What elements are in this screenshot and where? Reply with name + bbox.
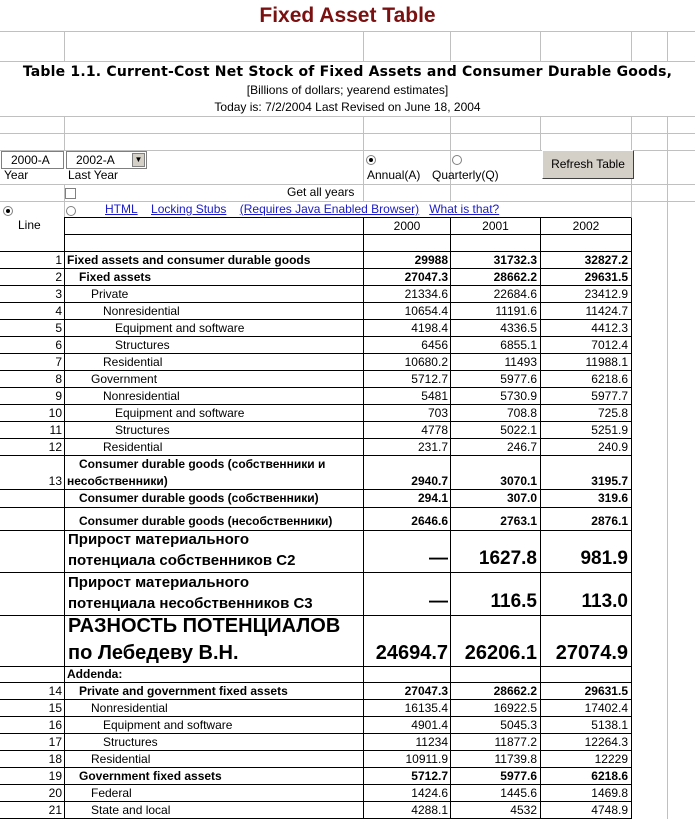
row-label: Nonresidential — [103, 389, 180, 403]
value-cell: 7012.4 — [591, 338, 628, 352]
year-header: 2001 — [482, 219, 509, 233]
line-number: 10 — [48, 406, 62, 420]
value-cell: 2763.1 — [500, 514, 537, 528]
row-label: Equipment and software — [103, 718, 233, 732]
line-number: 13 — [48, 474, 62, 488]
format-links — [105, 202, 499, 216]
line-number: 9 — [55, 389, 62, 403]
line-number: 15 — [48, 701, 62, 715]
locking-stubs-link[interactable]: Locking Stubs — [151, 202, 227, 216]
value-cell: 708.8 — [506, 406, 537, 420]
value-cell: 6218.6 — [591, 769, 628, 783]
row-label: Nonresidential — [91, 701, 168, 715]
row-label: Residential — [103, 355, 163, 369]
row-label: Structures — [103, 735, 158, 749]
value-cell: 29988 — [414, 253, 448, 267]
java-note-link[interactable]: (Requires Java Enabled Browser) — [239, 202, 420, 216]
row-label: Прирост материального — [68, 531, 249, 548]
value-cell: 1469.8 — [591, 786, 628, 800]
value-cell: 4778 — [421, 423, 448, 437]
last-year-select[interactable] — [66, 151, 147, 169]
row-label: несобственники) — [67, 474, 168, 488]
year-header: 2002 — [572, 219, 600, 233]
value-cell: 11191.6 — [495, 304, 537, 318]
get-all-years-label: Get all years — [287, 185, 355, 199]
value-cell: 10911.9 — [405, 752, 448, 766]
value-cell: 4198.4 — [411, 321, 448, 335]
table-title: Table 1.1. Current-Cost Net Stock of Fixed Assets and Consumer Durable Goods, — [22, 64, 673, 80]
value-cell: 6855.1 — [500, 338, 537, 352]
row-label: Nonresidential — [103, 304, 180, 318]
row-label: потенциала собственников С2 — [68, 552, 296, 569]
value-cell: 5022.1 — [500, 423, 537, 437]
first-year-label: Year — [4, 168, 29, 182]
value-cell: 307.0 — [506, 491, 537, 505]
value-cell: 27047.3 — [404, 270, 448, 284]
value-cell: 4748.9 — [591, 803, 628, 817]
row-label: потенциала несобственников С3 — [68, 595, 313, 612]
value-cell: 6456 — [421, 338, 448, 352]
row-label: Consumer durable goods (собственники и — [79, 457, 326, 471]
value-cell: 319.6 — [597, 491, 628, 505]
chevron-down-icon[interactable]: ▼ — [132, 153, 145, 167]
row-label: РАЗНОСТЬ ПОТЕНЦИАЛОВ — [68, 615, 341, 637]
units-note: [Billions of dollars; yearend estimates] — [246, 83, 449, 97]
annual-radio[interactable] — [366, 155, 376, 165]
value-cell: 5712.7 — [411, 372, 448, 386]
line-number: 2 — [55, 270, 62, 284]
row-label: Federal — [91, 786, 132, 800]
line-number: 12 — [48, 440, 62, 454]
value-cell: 29631.5 — [584, 270, 628, 284]
line-number: 19 — [48, 769, 62, 783]
value-cell: 5730.9 — [500, 389, 537, 403]
row-label: Fixed assets and consumer durable goods — [67, 253, 311, 267]
value-cell: 4412.3 — [591, 321, 628, 335]
value-cell: 12229 — [594, 752, 628, 766]
locking-stubs-radio[interactable] — [66, 206, 76, 216]
addenda-label: Addenda: — [67, 667, 123, 681]
value-cell: 5977.7 — [591, 389, 628, 403]
value-cell: 4336.5 — [500, 321, 537, 335]
last-year-label: Last Year — [68, 168, 119, 182]
value-cell: 11877.2 — [494, 735, 537, 749]
first-year-select[interactable] — [1, 151, 64, 169]
value-cell: 231.7 — [417, 440, 448, 454]
dates-line: Today is: 7/2/2004 Last Revised on June 18, 2004 — [214, 100, 481, 114]
row-label: Residential — [91, 752, 151, 766]
value-cell: 5481 — [421, 389, 448, 403]
value-cell: 703 — [427, 406, 448, 420]
annual-label: Annual(A) — [367, 168, 421, 182]
line-number: 8 — [55, 372, 62, 386]
row-label: Fixed assets — [79, 270, 152, 284]
value-cell: 11493 — [504, 355, 537, 369]
value-cell: 24694.7 — [375, 642, 448, 664]
value-cell: 10654.4 — [404, 304, 448, 318]
value-cell: 11424.7 — [585, 304, 628, 318]
value-cell: 21334.6 — [404, 287, 448, 301]
value-cell: 981.9 — [580, 548, 628, 569]
value-cell: 29631.5 — [584, 684, 628, 698]
value-cell: 10680.2 — [404, 355, 448, 369]
value-cell: 22684.6 — [493, 287, 537, 301]
value-cell: 113.0 — [581, 591, 628, 612]
last-year-value: 2002-A — [76, 153, 115, 167]
html-format-radio[interactable] — [3, 206, 13, 216]
value-cell: 23412.9 — [584, 287, 628, 301]
value-cell: 12264.3 — [584, 735, 628, 749]
value-cell: — — [429, 591, 448, 612]
value-cell: 32827.2 — [584, 253, 628, 267]
value-cell: 5712.7 — [411, 769, 448, 783]
row-label: Equipment and software — [115, 406, 245, 420]
value-cell: 27047.3 — [404, 684, 448, 698]
line-number: 5 — [55, 321, 62, 335]
value-cell: 2940.7 — [411, 474, 448, 488]
value-cell: 2876.1 — [591, 514, 628, 528]
row-label: Equipment and software — [115, 321, 245, 335]
row-label: Structures — [115, 423, 170, 437]
value-cell: 725.8 — [597, 406, 628, 420]
line-number: 17 — [48, 735, 62, 749]
value-cell: 27074.9 — [555, 642, 628, 664]
value-cell: 5977.6 — [500, 769, 537, 783]
value-cell: 5045.3 — [500, 718, 537, 732]
line-number: 18 — [48, 752, 62, 766]
value-cell: 4532 — [510, 803, 537, 817]
row-label: Consumer durable goods (несобственники) — [79, 514, 333, 528]
value-cell: 28662.2 — [493, 684, 537, 698]
value-cell: 246.7 — [506, 440, 537, 454]
value-cell: 28662.2 — [493, 270, 537, 284]
value-cell: 31732.3 — [493, 253, 537, 267]
html-link[interactable]: HTML — [105, 202, 138, 216]
what-is-that-link[interactable]: What is that? — [429, 202, 500, 216]
value-cell: 5251.9 — [591, 423, 628, 437]
value-cell: 5977.6 — [500, 372, 537, 386]
row-label: Government fixed assets — [79, 769, 222, 783]
value-cell: 11988.1 — [585, 355, 628, 369]
line-number: 6 — [55, 338, 62, 352]
row-label: Structures — [115, 338, 170, 352]
value-cell: 4901.4 — [411, 718, 448, 732]
value-cell: 1424.6 — [411, 786, 448, 800]
value-cell: 116.5 — [490, 591, 537, 612]
value-cell: 4288.1 — [411, 803, 448, 817]
value-cell: 16135.4 — [404, 701, 448, 715]
row-label: Private — [91, 287, 129, 301]
value-cell: 11739.8 — [494, 752, 537, 766]
row-label: Residential — [103, 440, 163, 454]
line-number: 4 — [55, 304, 62, 318]
value-cell: 5138.1 — [591, 718, 628, 732]
first-year-value: 2000-A — [11, 153, 50, 167]
quarterly-radio[interactable] — [452, 155, 462, 165]
value-cell: 6218.6 — [591, 372, 628, 386]
row-label: по Лебедеву В.Н. — [68, 642, 239, 664]
refresh-table-button[interactable]: Refresh Table — [542, 150, 634, 179]
quarterly-label: Quarterly(Q) — [432, 168, 499, 182]
line-number: 16 — [48, 718, 62, 732]
line-header: Line — [18, 218, 41, 232]
value-cell: 2646.6 — [411, 514, 448, 528]
value-cell: 26206.1 — [464, 642, 537, 664]
line-number: 11 — [49, 423, 62, 437]
line-number: 7 — [55, 355, 62, 369]
value-cell: 11234 — [415, 735, 448, 749]
line-number: 3 — [55, 287, 62, 301]
line-number: 20 — [48, 786, 62, 800]
value-cell: 1445.6 — [500, 786, 537, 800]
row-label: Consumer durable goods (собственники) — [79, 491, 319, 505]
value-cell: 16922.5 — [493, 701, 537, 715]
row-label: Government — [91, 372, 158, 386]
line-number: 21 — [48, 803, 62, 817]
row-label: State and local — [91, 803, 171, 817]
value-cell: 3195.7 — [591, 474, 628, 488]
page-title: Fixed Asset Table — [259, 4, 436, 27]
row-label: Прирост материального — [68, 574, 249, 591]
year-header: 2000 — [393, 219, 421, 233]
value-cell: 294.1 — [417, 491, 448, 505]
value-cell: 3070.1 — [500, 474, 537, 488]
value-cell: 240.9 — [597, 440, 628, 454]
value-cell: — — [429, 548, 448, 569]
line-number: 14 — [48, 684, 62, 698]
row-label: Private and government fixed assets — [79, 684, 288, 698]
value-cell: 1627.8 — [478, 548, 537, 569]
line-number: 1 — [55, 253, 62, 267]
get-all-years-checkbox[interactable] — [65, 188, 76, 199]
value-cell: 17402.4 — [584, 701, 628, 715]
